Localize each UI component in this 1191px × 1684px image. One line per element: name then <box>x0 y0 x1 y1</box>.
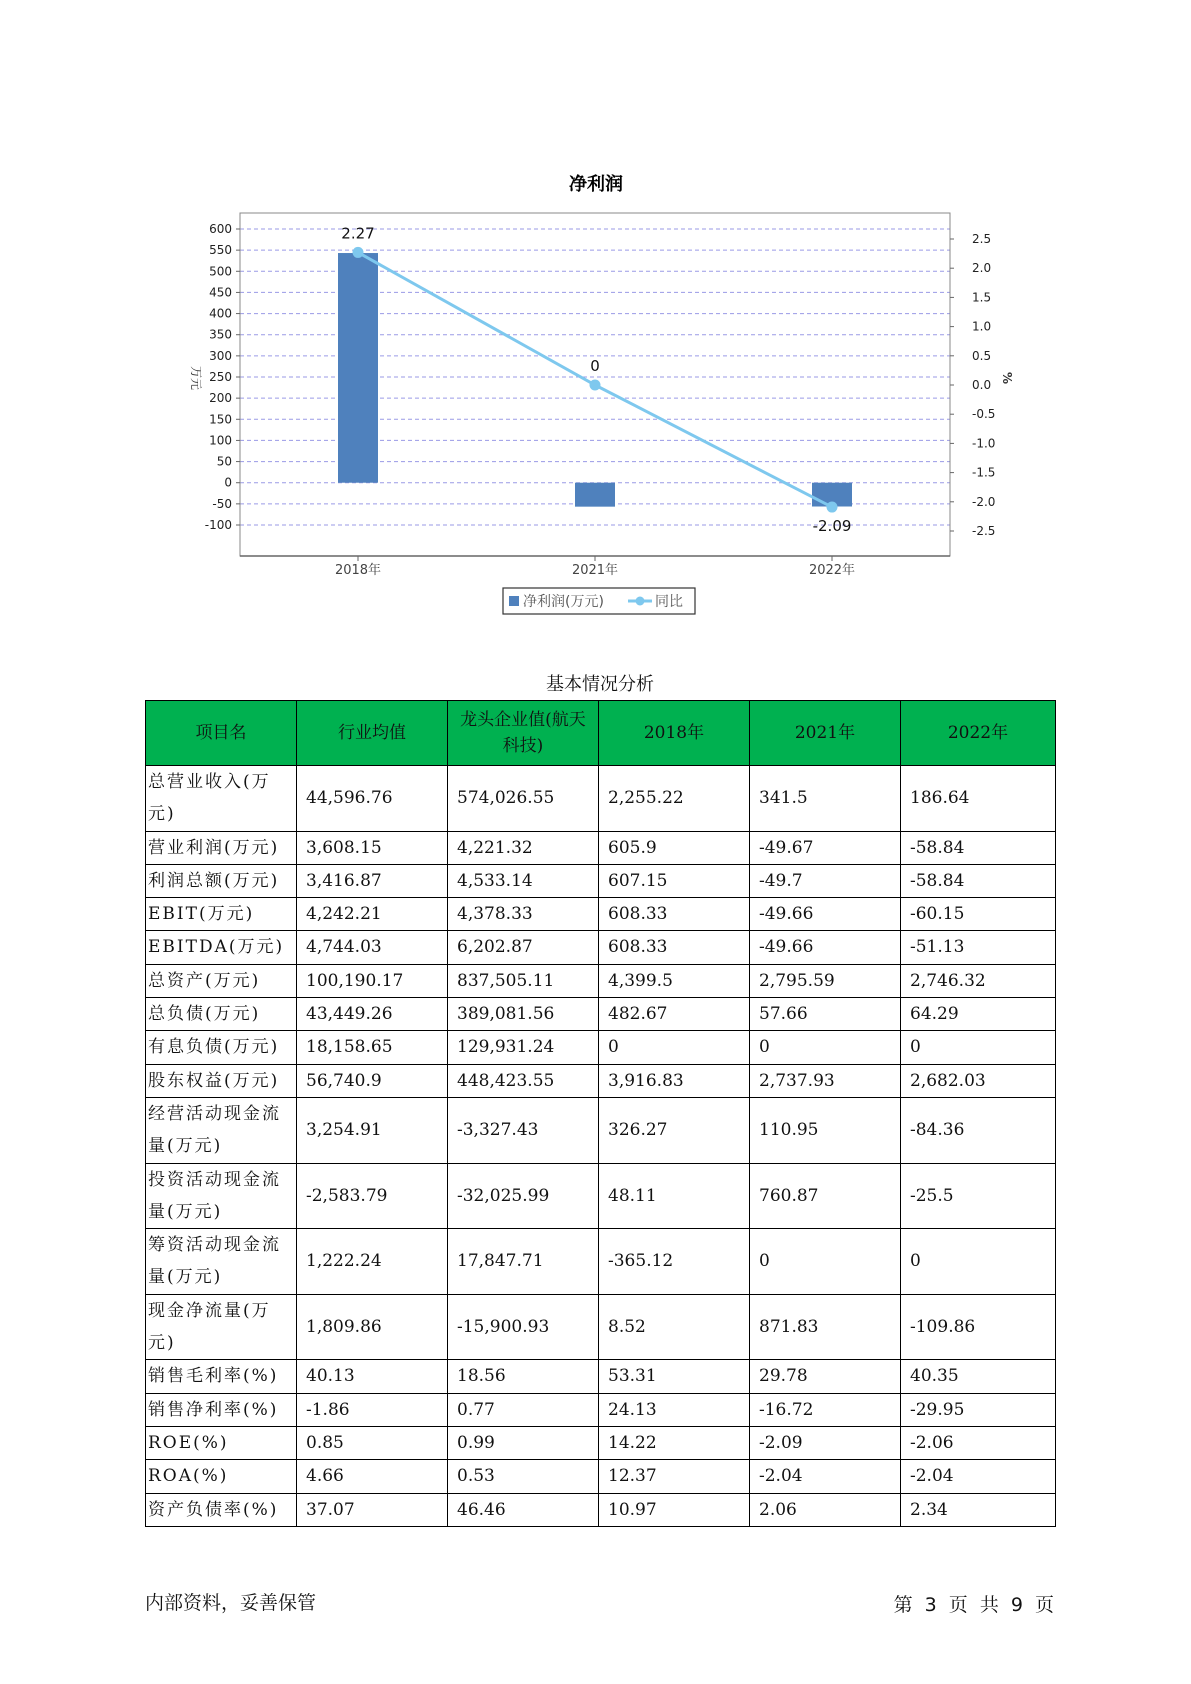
value-cell: 0.85 <box>297 1426 448 1459</box>
value-cell: -49.66 <box>750 898 901 931</box>
y2-tick-label: 2.0 <box>972 261 992 276</box>
value-cell: 40.13 <box>297 1360 448 1393</box>
legend-bar-swatch <box>509 596 519 606</box>
table-title: 基本情况分析 <box>546 674 654 695</box>
x-tick-label: 2018年 <box>334 563 382 578</box>
value-cell: 4,378.33 <box>448 898 599 931</box>
y-tick-label: 500 <box>209 264 232 279</box>
table-row <box>146 1163 1056 1229</box>
value-cell: 608.33 <box>599 898 750 931</box>
value-cell: 129,931.24 <box>448 1031 599 1064</box>
row-name-cell: 利润总额(万元) <box>146 864 297 897</box>
row-name-cell: 股东权益(万元) <box>146 1064 297 1097</box>
x-tick-label: 2022年 <box>808 563 856 578</box>
y2-tick-label: 2.5 <box>972 232 992 246</box>
chart-title: 净利润 <box>569 174 623 195</box>
chart-axes <box>189 213 1014 578</box>
row-name-cell: 销售净利率(%) <box>146 1393 297 1426</box>
row-name-cell: 投资活动现金流量(万元) <box>146 1163 297 1229</box>
row-name-cell: 现金净流量(万元) <box>146 1294 297 1360</box>
value-cell: 29.78 <box>750 1360 901 1393</box>
value-cell: 18.56 <box>448 1360 599 1393</box>
value-cell: 448,423.55 <box>448 1064 599 1097</box>
legend-bar-label: 净利润(万元) <box>523 594 604 610</box>
net-profit-chart <box>0 0 1191 640</box>
header-cell: 龙头企业值(航天科技) <box>448 701 599 766</box>
row-name-cell: 有息负债(万元) <box>146 1031 297 1064</box>
value-cell: -109.86 <box>901 1294 1056 1360</box>
value-cell: 4,221.32 <box>448 831 599 864</box>
value-cell: -365.12 <box>599 1229 750 1295</box>
x-tick-label: 2021年 <box>571 563 619 578</box>
chart-line <box>353 247 838 513</box>
table-row <box>146 766 1056 832</box>
table-row <box>146 964 1056 997</box>
footer-page-number: 第 3 页 共 9 页 <box>893 1594 1054 1616</box>
y-tick-label: 200 <box>209 391 232 406</box>
value-cell: 12.37 <box>599 1460 750 1493</box>
value-cell: 10.97 <box>599 1493 750 1526</box>
table-body <box>146 766 1056 1527</box>
value-cell: 2,682.03 <box>901 1064 1056 1097</box>
analysis-table <box>145 700 1056 1527</box>
value-cell: 2,795.59 <box>750 964 901 997</box>
value-cell: 4,242.21 <box>297 898 448 931</box>
value-cell: -58.84 <box>901 831 1056 864</box>
y-axis-title: 万元 <box>189 365 203 391</box>
row-name-cell: EBIT(万元) <box>146 898 297 931</box>
y-tick-label: 300 <box>209 348 232 363</box>
header-cell: 行业均值 <box>297 701 448 766</box>
value-cell: 2,746.32 <box>901 964 1056 997</box>
yoy-data-label: 0 <box>590 357 600 375</box>
value-cell: 2.34 <box>901 1493 1056 1526</box>
value-cell: -49.7 <box>750 864 901 897</box>
row-name-cell: 总负债(万元) <box>146 998 297 1031</box>
table-row <box>146 1064 1056 1097</box>
value-cell: -16.72 <box>750 1393 901 1426</box>
value-cell: 46.46 <box>448 1493 599 1526</box>
y-tick-label: -100 <box>204 518 232 532</box>
value-cell: 40.35 <box>901 1360 1056 1393</box>
value-cell: -1.86 <box>297 1393 448 1426</box>
value-cell: -2.06 <box>901 1426 1056 1459</box>
value-cell: -51.13 <box>901 931 1056 964</box>
y2-tick-label: 0.5 <box>972 348 992 363</box>
value-cell: 6,202.87 <box>448 931 599 964</box>
row-name-cell: 总营业收入(万元) <box>146 766 297 832</box>
row-name-cell: 营业利润(万元) <box>146 831 297 864</box>
value-cell: 3,916.83 <box>599 1064 750 1097</box>
table-header-row <box>146 701 1056 766</box>
yoy-point <box>353 247 364 258</box>
value-cell: -2,583.79 <box>297 1163 448 1229</box>
value-cell: 605.9 <box>599 831 750 864</box>
value-cell: -3,327.43 <box>448 1097 599 1163</box>
value-cell: 4.66 <box>297 1460 448 1493</box>
y-tick-label: 350 <box>209 327 232 342</box>
value-cell: 608.33 <box>599 931 750 964</box>
value-cell: -49.67 <box>750 831 901 864</box>
value-cell: 837,505.11 <box>448 964 599 997</box>
value-cell: 0 <box>599 1031 750 1064</box>
value-cell: -29.95 <box>901 1393 1056 1426</box>
value-cell: 48.11 <box>599 1163 750 1229</box>
value-cell: 64.29 <box>901 998 1056 1031</box>
value-cell: 43,449.26 <box>297 998 448 1031</box>
yoy-point <box>590 380 601 391</box>
value-cell: 100,190.17 <box>297 964 448 997</box>
value-cell: 0 <box>901 1229 1056 1295</box>
value-cell: 607.15 <box>599 864 750 897</box>
value-cell: 4,399.5 <box>599 964 750 997</box>
value-cell: 37.07 <box>297 1493 448 1526</box>
value-cell: 482.67 <box>599 998 750 1031</box>
value-cell: 0 <box>750 1031 901 1064</box>
value-cell: 2,255.22 <box>599 766 750 832</box>
y-tick-label: 150 <box>209 412 232 427</box>
value-cell: 4,533.14 <box>448 864 599 897</box>
row-name-cell: 筹资活动现金流量(万元) <box>146 1229 297 1295</box>
value-cell: 760.87 <box>750 1163 901 1229</box>
header-cell: 2021年 <box>750 701 901 766</box>
value-cell: 2,737.93 <box>750 1064 901 1097</box>
y-tick-label: 450 <box>209 285 232 300</box>
table-row <box>146 1097 1056 1163</box>
row-name-cell: ROA(%) <box>146 1460 297 1493</box>
value-cell: 53.31 <box>599 1360 750 1393</box>
y2-tick-label: 1.5 <box>972 290 992 305</box>
y-tick-label: 100 <box>209 433 232 448</box>
value-cell: 326.27 <box>599 1097 750 1163</box>
chart-legend <box>503 588 695 614</box>
value-cell: -84.36 <box>901 1097 1056 1163</box>
table-row <box>146 1393 1056 1426</box>
bar-2021年 <box>575 483 615 507</box>
yoy-data-label: 2.27 <box>341 224 375 243</box>
value-cell: 0 <box>901 1031 1056 1064</box>
value-cell: -49.66 <box>750 931 901 964</box>
row-name-cell: 经营活动现金流量(万元) <box>146 1097 297 1163</box>
footer-confidential: 内部资料，妥善保管 <box>145 1592 317 1614</box>
table-row <box>146 931 1056 964</box>
value-cell: -60.15 <box>901 898 1056 931</box>
value-cell: 0.99 <box>448 1426 599 1459</box>
y-tick-label: 250 <box>209 370 232 384</box>
bar-2018年 <box>338 253 378 483</box>
row-name-cell: EBITDA(万元) <box>146 931 297 964</box>
row-name-cell: 总资产(万元) <box>146 964 297 997</box>
value-cell: 0.53 <box>448 1460 599 1493</box>
y2-tick-label: -1.0 <box>972 436 996 451</box>
value-cell: -2.04 <box>901 1460 1056 1493</box>
value-cell: 389,081.56 <box>448 998 599 1031</box>
table-row <box>146 1360 1056 1393</box>
value-cell: -15,900.93 <box>448 1294 599 1360</box>
value-cell: -32,025.99 <box>448 1163 599 1229</box>
table-row <box>146 864 1056 897</box>
value-cell: 574,026.55 <box>448 766 599 832</box>
y2-tick-label: -2.5 <box>972 524 996 538</box>
value-cell: 341.5 <box>750 766 901 832</box>
y2-tick-label: -0.5 <box>972 407 996 422</box>
header-cell: 2022年 <box>901 701 1056 766</box>
value-cell: 24.13 <box>599 1393 750 1426</box>
row-name-cell: 销售毛利率(%) <box>146 1360 297 1393</box>
value-cell: 57.66 <box>750 998 901 1031</box>
value-cell: 8.52 <box>599 1294 750 1360</box>
yoy-data-label: -2.09 <box>812 517 852 536</box>
value-cell: -2.09 <box>750 1426 901 1459</box>
value-cell: 17,847.71 <box>448 1229 599 1295</box>
y-tick-label: -50 <box>212 496 232 511</box>
value-cell: 0.77 <box>448 1393 599 1426</box>
header-cell: 2018年 <box>599 701 750 766</box>
table-row <box>146 1493 1056 1526</box>
value-cell: 4,744.03 <box>297 931 448 964</box>
value-cell: 56,740.9 <box>297 1064 448 1097</box>
value-cell: 0 <box>750 1229 901 1295</box>
value-cell: -2.04 <box>750 1460 901 1493</box>
table-row <box>146 1460 1056 1493</box>
y-tick-label: 0 <box>224 475 232 490</box>
value-cell: 1,809.86 <box>297 1294 448 1360</box>
table-row <box>146 1229 1056 1295</box>
legend-line-label: 同比 <box>655 594 683 610</box>
value-cell: 44,596.76 <box>297 766 448 832</box>
value-cell: -25.5 <box>901 1163 1056 1229</box>
y-tick-label: 600 <box>209 222 232 236</box>
value-cell: 3,608.15 <box>297 831 448 864</box>
y2-axis-title: % <box>1000 371 1014 385</box>
value-cell: 18,158.65 <box>297 1031 448 1064</box>
table-row <box>146 1031 1056 1064</box>
value-cell: -58.84 <box>901 864 1056 897</box>
yoy-point <box>827 502 838 513</box>
value-cell: 3,416.87 <box>297 864 448 897</box>
value-cell: 2.06 <box>750 1493 901 1526</box>
table-row <box>146 831 1056 864</box>
y2-tick-label: -2.0 <box>972 494 996 509</box>
y2-tick-label: -1.5 <box>972 465 996 480</box>
row-name-cell: ROE(%) <box>146 1426 297 1459</box>
value-cell: 1,222.24 <box>297 1229 448 1295</box>
table-row <box>146 1426 1056 1459</box>
y-tick-label: 550 <box>209 243 232 258</box>
y-tick-label: 400 <box>209 306 232 321</box>
value-cell: 110.95 <box>750 1097 901 1163</box>
y2-tick-label: 0.0 <box>972 378 992 392</box>
table-row <box>146 998 1056 1031</box>
legend-line-marker <box>636 597 645 606</box>
table-row <box>146 1294 1056 1360</box>
value-cell: 14.22 <box>599 1426 750 1459</box>
y2-tick-label: 1.0 <box>972 319 992 334</box>
value-cell: 186.64 <box>901 766 1056 832</box>
value-cell: 871.83 <box>750 1294 901 1360</box>
value-cell: 3,254.91 <box>297 1097 448 1163</box>
row-name-cell: 资产负债率(%) <box>146 1493 297 1526</box>
table-row <box>146 898 1056 931</box>
header-cell: 项目名 <box>146 701 297 766</box>
y-tick-label: 50 <box>216 454 232 469</box>
